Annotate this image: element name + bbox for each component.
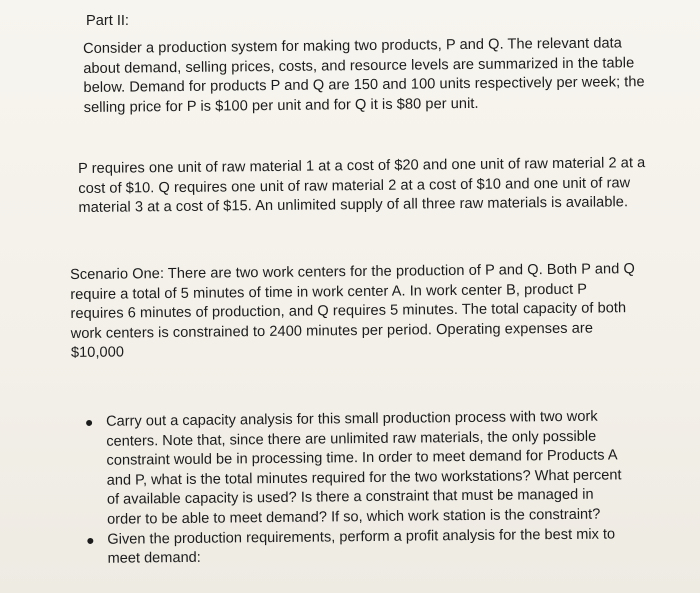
scenario-one-paragraph: [70, 260, 671, 364]
text-line: require a total of 5 minutes of time in work center A. In work center B, product P: [70, 281, 588, 303]
bullet-icon: [86, 420, 92, 426]
text-line: Consider a production system for making two products, P and Q. The relevant data: [83, 35, 623, 57]
text-line: cost of $10. Q requires one unit of raw material 2 at a cost of $10 and one unit of raw: [78, 174, 631, 197]
text-line: material 3 at a cost of $15. An unlimited supply of all three raw materials is available.: [78, 194, 629, 217]
text-line: of available capacity is used? Is there a constraint that must be managed in: [106, 487, 594, 509]
text-line: and P, what is the total minutes required for the two workstations? What percent: [106, 467, 622, 489]
text-line: selling price for P is $100 per unit and for Q it is $80 per unit.: [83, 95, 479, 116]
text-line: centers. Note that, since there are unlimited raw materials, the only possible: [106, 428, 597, 450]
bullet-icon: [87, 537, 93, 543]
text-line: $10,000: [70, 344, 125, 362]
text-line: meet demand:: [107, 549, 201, 567]
intro-paragraph: [83, 34, 664, 118]
text-line: below. Demand for products P and Q are 150 and 100 units respectively per week; the: [83, 74, 645, 97]
text-line: constraint would be in processing time. In order to meet demand for Products A: [106, 447, 618, 469]
text-line: P requires one unit of raw material 1 at a cost of $20 and one unit of raw material 2 at a: [78, 155, 646, 177]
text-line: Given the production requirements, perform a profit analysis for the best mix to: [107, 526, 616, 548]
text-line: Scenario One: There are two work centers for the production of P and Q. Both P and Q: [70, 261, 635, 283]
text-line: work centers is constrained to 2400 minutes per period. Operating expenses are: [70, 320, 594, 342]
part-title: Part II:: [86, 13, 129, 29]
text-line: about demand, selling prices, costs, and resource levels are summarized in the table: [83, 54, 635, 77]
text-line: Carry out a capacity analysis for this small production process with two work: [106, 408, 598, 430]
raw-materials-paragraph: [78, 154, 669, 219]
bullet-item-capacity-analysis: [84, 407, 665, 531]
bullet-item-profit-analysis: [85, 524, 665, 569]
task-bullet-list: [84, 407, 666, 570]
text-line: requires 6 minutes of production, and Q requires 5 minutes. The total capacity of both: [70, 300, 627, 323]
text-line: order to be able to meet demand? If so, which work station is the constraint?: [107, 506, 601, 528]
